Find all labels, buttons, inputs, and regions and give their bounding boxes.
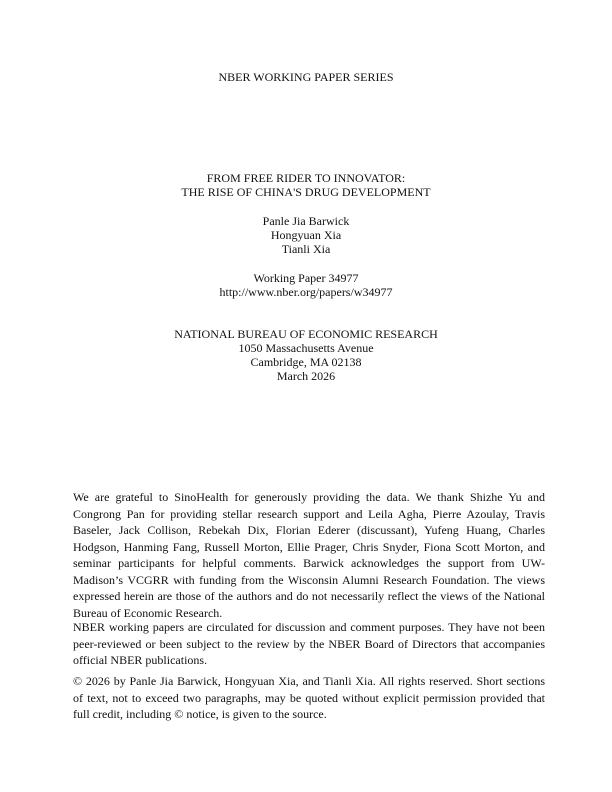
series-header (0, 70, 612, 84)
publisher-name: NATIONAL BUREAU OF ECONOMIC RESEARCH (174, 327, 438, 341)
publisher-city: Cambridge, MA 02138 (250, 355, 362, 369)
working-paper-number: Working Paper 34977 (253, 271, 359, 285)
author-name: Hongyuan Xia (270, 228, 342, 242)
publisher-street: 1050 Massachusetts Avenue (238, 341, 374, 355)
paper-info (0, 271, 612, 299)
disclaimer-paragraph: NBER working papers are circulated for discussion and comment purposes. They have not been peer-reviewed or been subject to the review by the NBER Board of Directors that accompanies official NBER publications. (73, 620, 545, 667)
paper-title-line-1: FROM FREE RIDER TO INNOVATOR: (206, 171, 406, 185)
paper-title (0, 171, 612, 199)
series-label: NBER WORKING PAPER SERIES (218, 70, 394, 84)
publisher-block (0, 327, 612, 383)
copyright-paragraph: © 2026 by Panle Jia Barwick, Hongyuan Xia, and Tianli Xia. All rights reserved. Short sections of text, not to exceed two paragraphs, may be quoted without explicit permission provided that full credit, including © notice, is given to the source. (73, 674, 545, 721)
author-name: Tianli Xia (281, 242, 331, 256)
author-name: Panle Jia Barwick (262, 214, 350, 228)
acknowledgements-paragraph: We are grateful to SinoHealth for generously providing the data. We thank Shizhe Yu and Congrong Pan for providing stellar research support and Leila Agha, Pierre Azoulay, Travis Baseler, Jack Collison, Rebekah Dix, Florian Ederer (discussant), Yufeng Huang, Charles Hodgson, Hanming Fang, Russell Morton, Ellie Prager, Chris Snyder, Fiona Scott Morton, and seminar participants for helpful comments. Barwick acknowledges the support from UW-Madison’s VCGRR with funding from the Wisconsin Alumni Research Foundation. The views expressed herein are those of the authors and do not necessarily reflect the views of the National Bureau of Economic Research. (73, 490, 545, 620)
author-list (0, 214, 612, 256)
publication-date: March 2026 (276, 369, 336, 383)
paper-url: http://www.nber.org/papers/w34977 (219, 285, 393, 299)
paper-title-line-2: THE RISE OF CHINA'S DRUG DEVELOPMENT (181, 185, 431, 199)
